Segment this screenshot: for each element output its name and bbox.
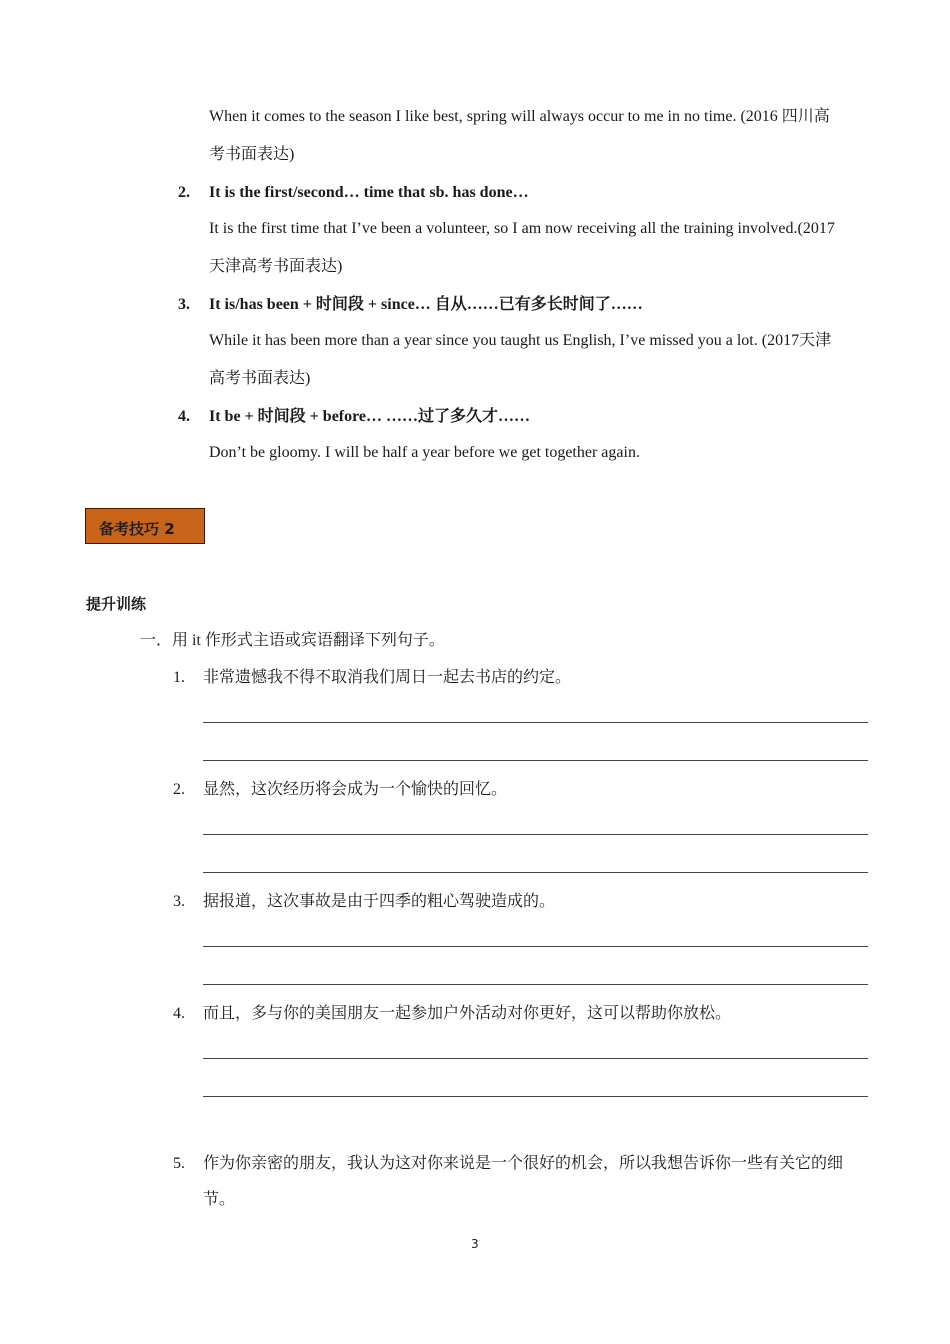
exercise-5-number: 5. bbox=[173, 1155, 185, 1172]
example-3-line1: While it has been more than a year since you taught us English, I’ve missed you a lot. (2017天津 bbox=[209, 332, 832, 349]
exercise-5-prompt: 作为你亲密的朋友，我认为这对你来说是一个很好的机会，所以我想告诉你一些有关它的细 bbox=[203, 1155, 844, 1172]
example-2-line1: It is the first time that I’ve been a volunteer, so I am now receiving all the training involved.(2017 bbox=[209, 220, 835, 237]
example-1-line2: 考书面表达) bbox=[209, 146, 295, 163]
exercise-1-prompt: 非常遗憾我不得不取消我们周日一起去书店的约定。 bbox=[203, 669, 572, 686]
pattern-4-number: 4. bbox=[178, 408, 190, 425]
exercise-1-number: 1. bbox=[173, 669, 185, 686]
pattern-4-heading: It be + 时间段 + before… ……过了多久才…… bbox=[209, 408, 531, 425]
exercise-2-answer-line-1[interactable] bbox=[203, 834, 868, 835]
exercise-2-prompt: 显然，这次经历将会成为一个愉快的回忆。 bbox=[203, 781, 508, 798]
example-4-line1: Don’t be gloomy. I will be half a year before we get together again. bbox=[209, 444, 640, 461]
exercise-2-number: 2. bbox=[173, 781, 185, 798]
exercise-3-number: 3. bbox=[173, 893, 185, 910]
example-3-line2: 高考书面表达) bbox=[209, 370, 311, 387]
pattern-3-number: 3. bbox=[178, 296, 190, 313]
pattern-2-heading: It is the first/second… time that sb. has done… bbox=[209, 184, 529, 201]
exercise-1-answer-line-1[interactable] bbox=[203, 722, 868, 723]
pattern-3-heading: It is/has been + 时间段 + since… 自从……已有多长时间了…… bbox=[209, 296, 643, 313]
tip-badge bbox=[85, 508, 205, 544]
exercise-1-answer-line-2[interactable] bbox=[203, 760, 868, 761]
exercise-4-prompt: 而且，多与你的美国朋友一起参加户外活动对你更好，这可以帮助你放松。 bbox=[203, 1005, 732, 1022]
exercise-4-answer-line-1[interactable] bbox=[203, 1058, 868, 1059]
exercise-2-answer-line-2[interactable] bbox=[203, 872, 868, 873]
tip-badge-label: 备考技巧 2 bbox=[99, 520, 175, 538]
part-one-instruction: 一．用 it 作形式主语或宾语翻译下列句子。 bbox=[140, 632, 445, 649]
exercise-5-prompt-continued: 节。 bbox=[203, 1191, 236, 1208]
example-2-line2: 天津高考书面表达) bbox=[209, 258, 343, 275]
section-title: 提升训练 bbox=[86, 595, 147, 613]
exercise-3-answer-line-1[interactable] bbox=[203, 946, 868, 947]
exercise-4-number: 4. bbox=[173, 1005, 185, 1022]
exercise-3-answer-line-2[interactable] bbox=[203, 984, 868, 985]
example-1-line1: When it comes to the season I like best, spring will always occur to me in no time. (2016 四川高 bbox=[209, 108, 830, 125]
page-number: 3 bbox=[471, 1237, 479, 1251]
pattern-2-number: 2. bbox=[178, 184, 190, 201]
exercise-3-prompt: 据报道，这次事故是由于四季的粗心驾驶造成的。 bbox=[203, 893, 556, 910]
exercise-4-answer-line-2[interactable] bbox=[203, 1096, 868, 1097]
